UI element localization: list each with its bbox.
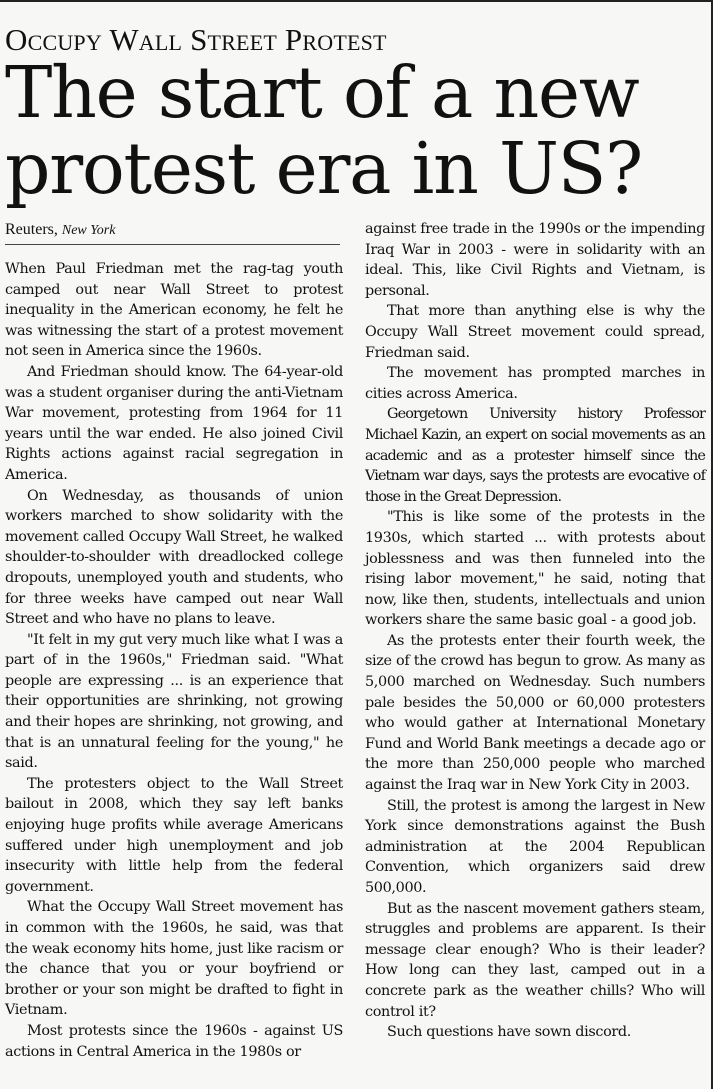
byline-location: New York <box>61 223 116 238</box>
article-column-right <box>365 219 705 1043</box>
byline-source: Reuters, <box>5 221 58 238</box>
paragraph: Still, the protest is among the largest in New York since demonstrations against the Bush administration at the 2004 Republican Convention, which organizers said drew 500,000. <box>365 797 705 896</box>
kicker: Occupy Wall Street Protest <box>5 22 387 57</box>
headline: The start of a new protest era in US? <box>5 51 643 210</box>
paragraph: "It felt in my gut very much like what I was a part of in the 1960s," Friedman said. "What people are expressing ... is an experience that their opportunities are shrinking, not growing and their hopes are shrinking, not growing, and that is an unnatural feeling for the young," he said. <box>5 631 343 772</box>
paragraph: "This is like some of the protests in the 1930s, which started ... with protests about joblessness and was then funneled into the rising labor movement," he said, noting that now, like then, students, intellectuals and union workers share the same basic goal - a good job. <box>365 509 705 629</box>
paragraph: When Paul Friedman met the rag-tag youth camped out near Wall Street to protest inequality in the American economy, he felt he was witnessing the start of a protest movement not seen in America since the 1960s. <box>5 261 343 360</box>
paragraph: Most protests since the 1960s - against US actions in Central America in the 1980s or <box>5 1022 343 1060</box>
paragraph: That more than anything else is why the Occupy Wall Street movement could spread, Friedman said. <box>365 303 705 361</box>
paragraph: against free trade in the 1990s or the impending Iraq War in 2003 - were in solidarity with an ideal. This, like Civil Rights and Vietnam, is personal. <box>365 221 705 299</box>
byline <box>5 220 115 241</box>
paragraph: The protesters object to the Wall Street bailout in 2008, which they say left banks enjoying huge profits while average Americans suffered under high unemployment and job insecurity with little help from the federal government. <box>5 775 343 895</box>
paragraph: But as the nascent movement gathers steam, struggles and problems are apparent. Is their message clear enough? Who is their leader? How long can they last, camped out in a concrete park as the weather chills? Who will control it? <box>365 900 705 1020</box>
paragraph: Georgetown University history Professor Michael Kazin, an expert on social movements as an academic and as a protester himself since the Vietnam war days, says the protests are evocative of those in the Great Depression. <box>365 406 705 505</box>
article-column-left <box>5 259 343 1062</box>
paragraph: Such questions have sown discord. <box>387 1024 632 1041</box>
paragraph: The movement has prompted marches in cities across America. <box>365 365 705 402</box>
paragraph: On Wednesday, as thousands of union workers marched to show solidarity with the movement called Occupy Wall Street, he walked shoulder-to-shoulder with dreadlocked college dropouts, unemployed youth and students, who for three weeks have camped out near Wall Street and who have no plans to leave. <box>5 487 343 628</box>
paragraph: As the protests enter their fourth week, the size of the crowd has begun to grow. As many as 5,000 marched on Wednesday. Such numbers pale besides the 50,000 or 60,000 protesters who would gather at International Monetary Fund and World Bank meetings a decade ago or the more than 250,000 people who marched against the Iraq war in New York City in 2003. <box>365 632 705 794</box>
top-border <box>0 0 713 2</box>
paragraph: And Friedman should know. The 64-year-old was a student organiser during the anti-Vietnam War movement, protesting from 1964 for 11 years until the war ended. He also joined Civil Rights actions against racial segregation in America. <box>5 363 343 483</box>
byline-rule <box>5 244 340 245</box>
paragraph: What the Occupy Wall Street movement has in common with the 1960s, he said, was that the weak economy hits home, just like racism or the chance that you or your boyfriend or brother or your son might be drafted to fight in Vietnam. <box>5 899 343 1019</box>
